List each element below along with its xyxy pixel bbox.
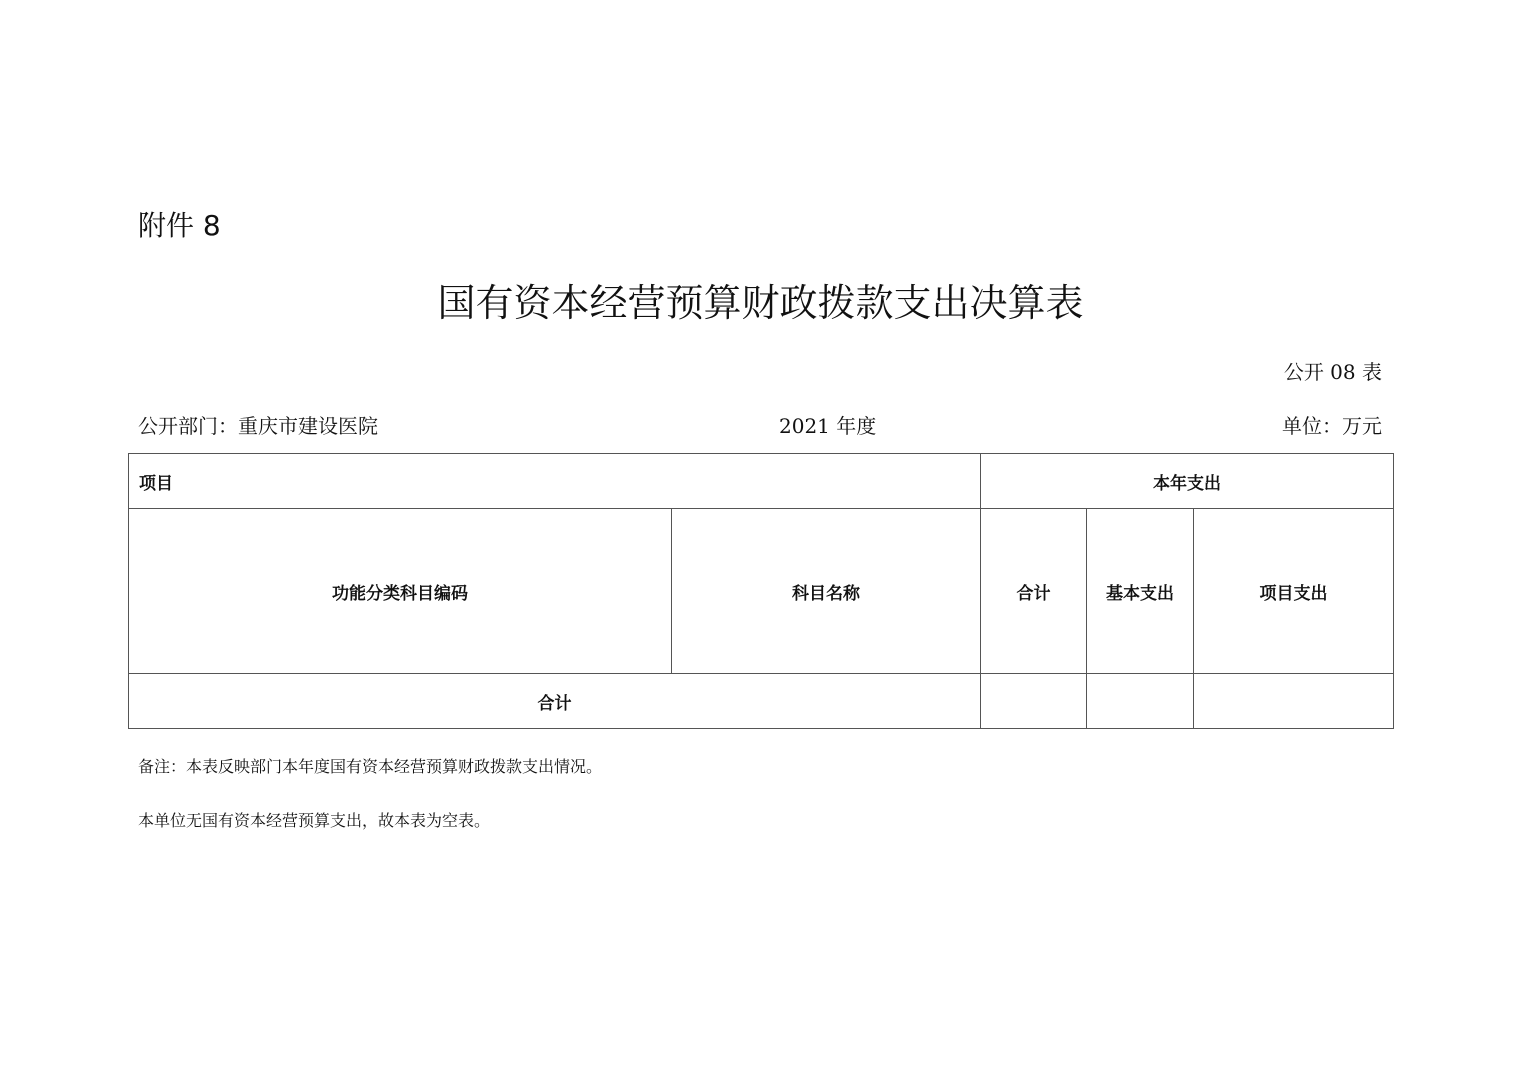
project-header-cell: 项目: [129, 454, 981, 509]
total-row-basic-cell: [1087, 674, 1194, 729]
fiscal-year-label: 2021 年度: [779, 414, 877, 438]
total-row-label: 合计: [129, 674, 981, 729]
budget-table: [128, 453, 1394, 729]
project-column-header: 项目支出: [1194, 509, 1394, 674]
name-column-header: 科目名称: [672, 509, 981, 674]
total-column-header: 合计: [981, 509, 1087, 674]
page-title: 国有资本经营预算财政拨款支出决算表: [437, 281, 1084, 325]
table-header-row: [129, 454, 1394, 509]
basic-column-header: 基本支出: [1087, 509, 1194, 674]
column-header-row: [129, 509, 1394, 674]
current-year-header-cell: 本年支出: [981, 454, 1394, 509]
total-row-total-cell: [981, 674, 1087, 729]
department-label: 公开部门：重庆市建设医院: [138, 414, 378, 438]
form-number: 公开 08 表: [1283, 360, 1382, 384]
empty-table-note: 本单位无国有资本经营预算支出，故本表为空表。: [138, 811, 491, 830]
code-column-header: 功能分类科目编码: [129, 509, 672, 674]
remark-note: 备注：本表反映部门本年度国有资本经营预算财政拨款支出情况。: [138, 757, 603, 776]
attachment-label: 附件 8: [138, 209, 221, 242]
unit-label: 单位：万元: [1282, 414, 1382, 438]
total-row-project-cell: [1194, 674, 1394, 729]
total-row: [129, 674, 1394, 729]
